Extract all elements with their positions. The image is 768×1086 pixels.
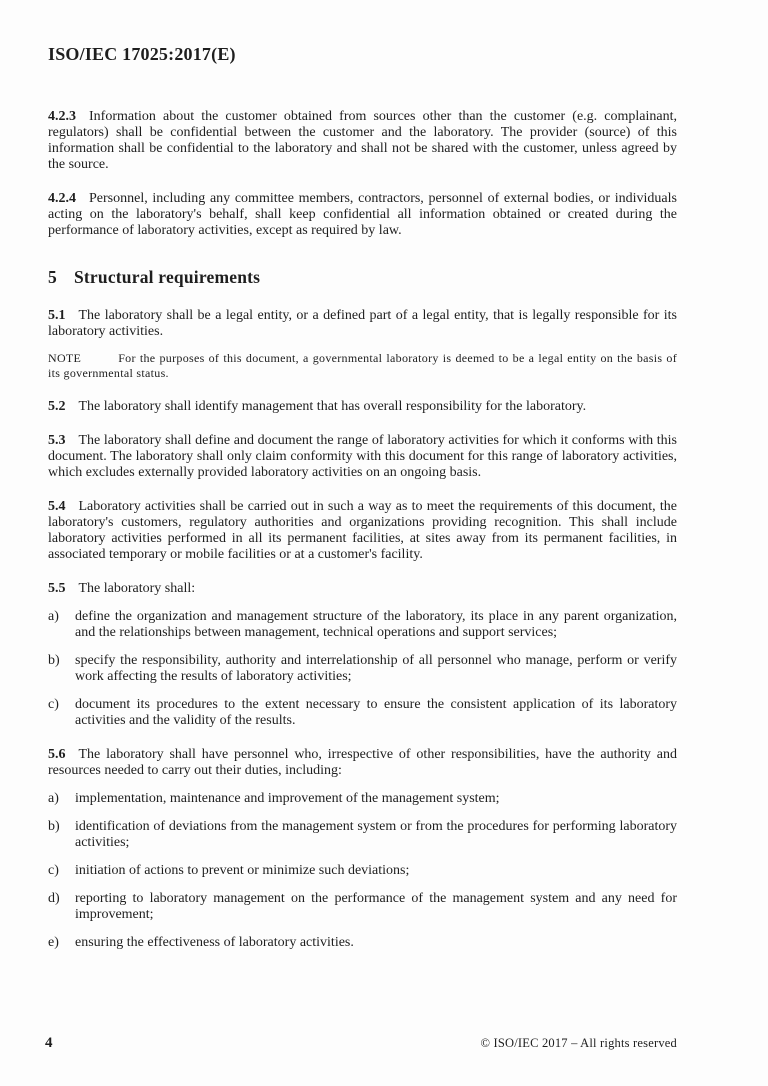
clause-5-4 <box>48 499 677 563</box>
list-item-5-5-b <box>48 653 677 685</box>
list-item-5-6-b <box>48 819 677 851</box>
list-marker: b) <box>48 819 60 834</box>
clause-text: Personnel, including any committee members, contractors, personnel of external bodies, or individuals acting on the laboratory's behalf, shall keep confidential all information obtained or created during the performance of laboratory activities, except as required by law. <box>48 191 677 238</box>
list-item-5-5-a <box>48 609 677 641</box>
list-item-5-6-d <box>48 891 677 923</box>
clause-text: The laboratory shall identify management that has overall responsibility for the laboratory. <box>78 399 587 414</box>
list-item-text: implementation, maintenance and improvement of the management system; <box>75 791 500 806</box>
list-item-text: document its procedures to the extent necessary to ensure the consistent application of its laboratory activities and the validity of the results. <box>75 697 677 728</box>
clause-number: 5.1 <box>48 308 66 323</box>
clause-text: The laboratory shall have personnel who, irrespective of other responsibilities, have the authority and resources needed to carry out their duties, including: <box>48 747 677 778</box>
note-text: For the purposes of this document, a governmental laboratory is deemed to be a legal entity on the basis of its governmental status. <box>48 351 677 380</box>
list-item-5-5-c <box>48 697 677 729</box>
section-number: 5 <box>48 267 57 287</box>
section-5-heading <box>48 267 677 287</box>
list-item-text: identification of deviations from the management system or from the procedures for performing laboratory activities; <box>75 819 677 850</box>
list-marker: d) <box>48 891 60 906</box>
document-header: ISO/IEC 17025:2017(E) <box>48 44 236 64</box>
list-marker: a) <box>48 791 59 806</box>
copyright-notice: © ISO/IEC 2017 – All rights reserved <box>480 1036 677 1050</box>
list-item-5-6-a <box>48 791 677 807</box>
list-item-5-6-c <box>48 863 677 879</box>
clause-5-3 <box>48 433 677 481</box>
clause-number: 5.2 <box>48 399 66 414</box>
list-item-text: reporting to laboratory management on the performance of the management system and any need for improvement; <box>75 891 677 922</box>
page-number: 4 <box>45 1035 53 1051</box>
list-item-text: specify the responsibility, authority and interrelationship of all personnel who manage, perform or verify work affecting the results of laboratory activities; <box>75 653 677 684</box>
clause-number: 5.4 <box>48 499 66 514</box>
list-item-text: ensuring the effectiveness of laboratory activities. <box>75 935 354 950</box>
section-title: Structural requirements <box>73 267 261 287</box>
clause-text: The laboratory shall be a legal entity, or a defined part of a legal entity, that is legally responsible for its laboratory activities. <box>48 308 677 339</box>
clause-text: Laboratory activities shall be carried out in such a way as to meet the requirements of this document, the laboratory's customers, regulatory authorities and organizations providing recognition. This shall include laboratory activities performed in all its permanent facilities, at sites away from its permanent facilities, in associated temporary or mobile facilities or at a customer's facility. <box>48 499 677 562</box>
clause-5-5 <box>48 581 677 597</box>
clause-number: 5.5 <box>48 581 66 596</box>
clause-number: 4.2.4 <box>48 191 76 206</box>
clause-number: 5.3 <box>48 433 66 448</box>
clause-number: 4.2.3 <box>48 109 76 124</box>
list-marker: a) <box>48 609 59 624</box>
note-5-1 <box>48 351 677 381</box>
list-marker: c) <box>48 697 59 712</box>
clause-5-2 <box>48 399 677 415</box>
page-footer <box>45 1035 677 1052</box>
clause-4-2-3 <box>48 109 677 173</box>
clause-4-2-4 <box>48 191 677 239</box>
clause-text: The laboratory shall: <box>78 581 196 596</box>
clause-text: Information about the customer obtained from sources other than the customer (e.g. complainant, regulators) shall be confidential between the customer and the laboratory. The provider (source) of this information shall be confidential to the laboratory and shall not be shared with the customer, unless agreed by the source. <box>48 109 677 172</box>
list-item-text: define the organization and management structure of the laboratory, its place in any parent organization, and the relationships between management, technical operations and support services; <box>75 609 677 640</box>
list-item-text: initiation of actions to prevent or minimize such deviations; <box>75 863 410 878</box>
clause-text: The laboratory shall define and document the range of laboratory activities for which it conforms with this document. The laboratory shall only claim conformity with this document for this range of laboratory activities, which excludes externally provided laboratory activities on an ongoing basis. <box>48 433 677 480</box>
clause-number: 5.6 <box>48 747 66 762</box>
list-marker: e) <box>48 935 59 950</box>
clause-5-1 <box>48 308 677 340</box>
list-marker: b) <box>48 653 60 668</box>
clause-5-6 <box>48 747 677 779</box>
note-label: NOTE <box>48 351 82 365</box>
list-item-5-6-e <box>48 935 677 951</box>
list-marker: c) <box>48 863 59 878</box>
